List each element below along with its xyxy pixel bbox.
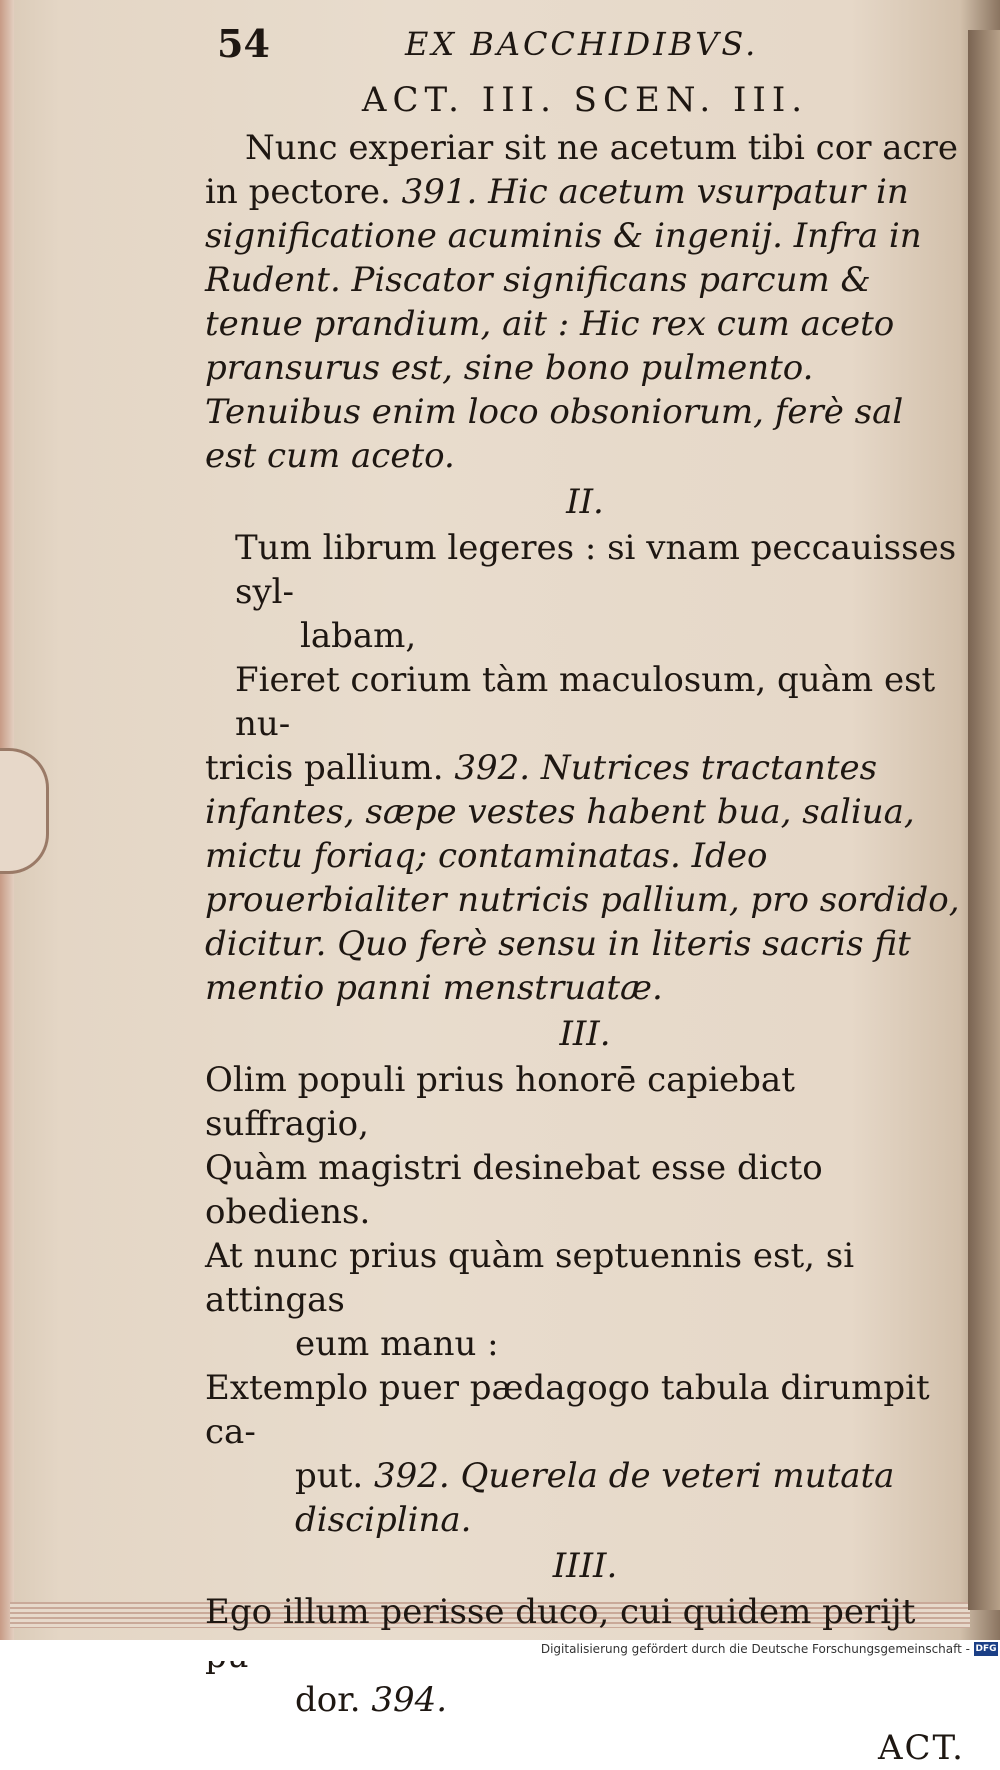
passage-2-verse-line: Fieret corium tàm maculosum, quàm est nu- (235, 660, 936, 744)
passage-4-tail-line (205, 1678, 965, 1722)
passage-3-comment: Querela de veteri mutata disciplina. (295, 1456, 895, 1540)
dfg-logo-icon: DFG (975, 1644, 997, 1654)
passage-2 (205, 526, 965, 1010)
catchword: ACT. (877, 1728, 965, 1768)
passage-2-verse-tail: tricis pallium. (205, 748, 444, 788)
scene-heading: ACT. III. SCEN. III. (361, 80, 809, 120)
passage-3-verse-line: At nunc prius quàm septuennis est, si attingas (205, 1236, 855, 1320)
passage-3 (205, 1058, 965, 1542)
digitization-credit: Digitalisierung gefördert durch die Deutsche Forschungsgemeinschaft - (540, 1642, 970, 1656)
running-head: EX BACCHIDIBVS. (405, 25, 759, 63)
book-clasp (0, 748, 49, 874)
passage-2-ref: 392. (454, 748, 531, 788)
passage-3-verse-line: Quàm magistri desinebat esse dicto obediens. (205, 1148, 823, 1232)
passage-3-verse-line: Olim populi prius honorē capiebat suffragio, (205, 1060, 795, 1144)
passage-2-number: II. (566, 482, 604, 522)
adjacent-page-strip (968, 30, 1000, 1610)
passage-2-commentary (205, 746, 965, 1010)
passage-4-verse-tail: dor. (295, 1680, 361, 1720)
book-page (205, 20, 965, 1770)
digitization-footer (0, 1640, 1000, 1661)
passage-3-commentary (205, 1454, 965, 1542)
passage-1 (205, 126, 965, 478)
page-number: 54 (217, 21, 270, 66)
passage-1-comment: Hic acetum vsurpatur in significatione acuminis & ingenij. Infra in Rudent. Piscator significans parcum & tenue prandium, ait : Hic rex cum aceto pransurus est, sine bono pulmento. Tenuibus enim loco obsoniorum, ferè sal est cum aceto. (205, 172, 922, 476)
passage-4-ref: 394. (371, 1680, 448, 1720)
passage-1-verse: Nunc experiar sit ne acetum tibi cor acre in pectore. (205, 128, 958, 212)
passage-2-comment: Nutrices tractantes infantes, sæpe vestes habent bua, saliua, mictu foriaq; contaminatas. Ideo prouerbialiter nutricis pallium, pro sordido, dicitur. Quo ferè sensu in literis sacris fit mentio panni menstruatæ. (205, 748, 960, 1008)
passage-3-ref: 392. (373, 1456, 450, 1496)
passage-4-verse-line: Ego illum perisse duco, cui quidem perijt (205, 1592, 916, 1632)
passage-2-verse-line: labam, (300, 616, 417, 656)
passage-3-verse-tail: put. (295, 1456, 364, 1496)
passage-1-ref: 391. (401, 172, 478, 212)
passage-3-verse-line: Extemplo puer pædagogo tabula dirumpit ca- (205, 1368, 930, 1452)
passage-3-number: III. (559, 1014, 611, 1054)
passage-3-verse-line: eum manu : (295, 1324, 499, 1364)
passage-2-verse-line: Tum librum legeres : si vnam peccauisses syl- (235, 528, 957, 612)
page-header (205, 20, 965, 70)
passage-4-number: IIII. (552, 1546, 618, 1586)
